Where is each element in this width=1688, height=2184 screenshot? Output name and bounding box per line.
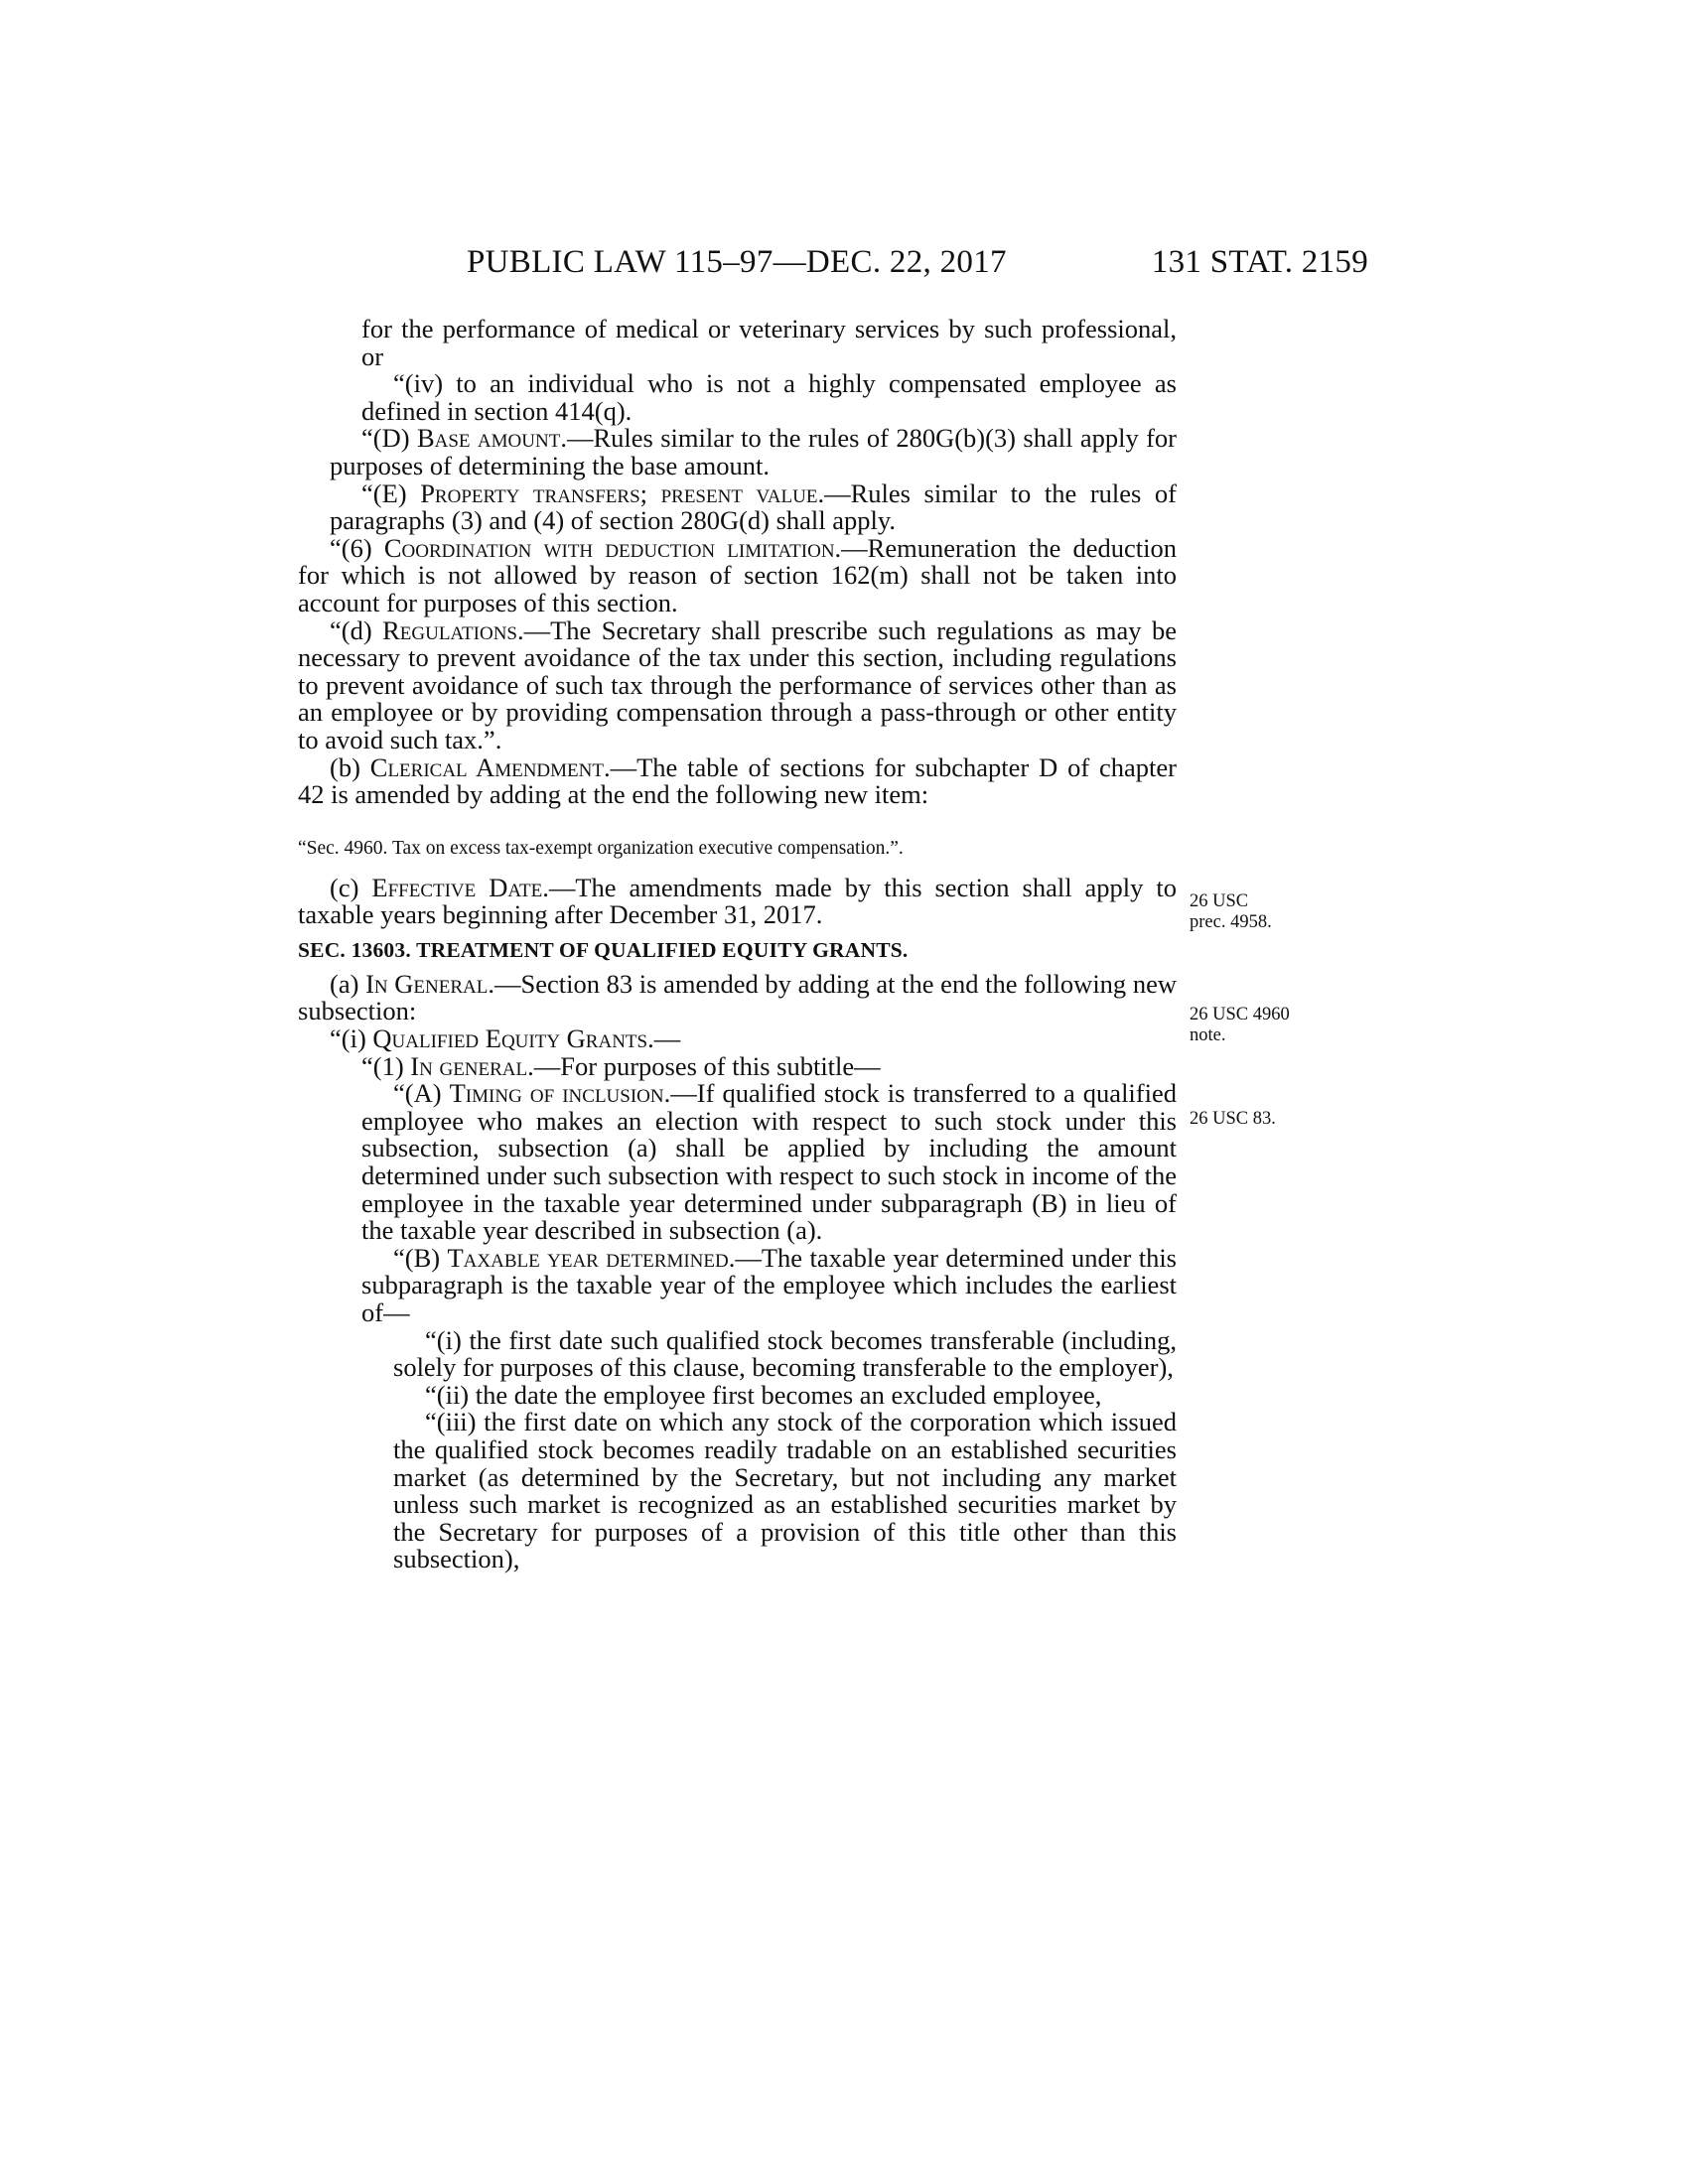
heading: Coordination with deduction limitation	[383, 532, 835, 563]
para-1-in-general	[298, 1050, 1177, 1081]
statute-body	[298, 316, 1177, 1573]
stat-page-number: 131 STAT. 2159	[1151, 244, 1368, 280]
heading: In general	[410, 1050, 528, 1081]
text: .—The amendments made by this section shall apply to taxable years beginning after December 31, 2017.	[298, 872, 1177, 930]
margin-note-usc-83: 26 USC 83.	[1190, 1109, 1276, 1129]
heading: Effective Date	[371, 872, 543, 902]
subpara-a-timing	[298, 1080, 1177, 1245]
text: .—If qualified stock is transferred to a qualified employee who makes an election with respect to such stock under this subsection, subsection (a) shall be applied by including the amount determined under such subsection with respect to such stock in income of the employee in the taxable year determined under subparagraph (B) in lieu of the taxable year described in subsection (a).	[361, 1078, 1177, 1246]
lead: “(A)	[393, 1078, 450, 1109]
lead: “(d)	[330, 614, 383, 645]
heading: Qualified Equity Grants	[372, 1024, 648, 1054]
heading: Timing of inclusion	[449, 1078, 664, 1109]
text: .—Section 83 is amended by adding at the end the following new subsection:	[298, 968, 1177, 1026]
heading: Base amount	[416, 423, 561, 454]
clause-i: “(i) the first date such qualified stock becomes transferable (including, solely for purposes of this clause, becoming transferable to the employer),	[393, 1324, 1177, 1383]
margin-note-usc-4960: 26 USC 4960 note.	[1190, 1005, 1290, 1045]
text: .—For purposes of this subtitle—	[527, 1050, 881, 1081]
margin-note-usc-prec-4958: 26 USC prec. 4958.	[1190, 891, 1272, 932]
lead: (a)	[330, 968, 366, 999]
subpara-d-base-amount	[298, 425, 1177, 479]
para-6-coordination	[298, 532, 1178, 617]
text: .—Remuneration the deduction for which is not allowed by reason of section 162(m) shall not be taken into account for purposes of this section.	[298, 532, 1178, 617]
text: .—The table of sections for subchapter D of chapter 42 is amended by adding at the end the following new item:	[298, 751, 1177, 810]
lead: “(1)	[361, 1050, 411, 1081]
text: .—Rules similar to the rules of paragraphs (3) and (4) of section 280G(d) shall apply.	[330, 478, 1177, 536]
text: .—The taxable year determined under this subparagraph is the taxable year of the employee which includes the earliest of—	[361, 1242, 1177, 1327]
clause-iii: “(iii) the first date on which any stock of the corporation which issued the qualified stock becomes readily tradable on an established securities market (as determined by the Secretary, but not including any market unless such market is recognized as an established securities market by the Secretary for purposes of a provision of this title other than this subsection),	[393, 1407, 1177, 1574]
table-of-sections-item: “Sec. 4960. Tax on excess tax-exempt organization executive compensation.”.	[298, 837, 904, 859]
text: .—	[647, 1024, 681, 1054]
paragraph-continuation: for the performance of medical or veterinary services by such professional, or	[361, 314, 1177, 371]
lead: “(6)	[330, 532, 384, 563]
subpara-b-taxable-year	[298, 1242, 1177, 1327]
lead: “(B)	[393, 1242, 448, 1273]
text: .—The Secretary shall prescribe such regulations as may be necessary to prevent avoidance of the tax under this section, including regulations to prevent avoidance of such tax through the performance of services other than as an employee or by providing compensation through a pass-through or other entity to avoid such tax.”.	[298, 614, 1177, 754]
subsection-c-effective-date	[298, 872, 1177, 930]
heading: In General	[365, 968, 489, 999]
section-heading: SEC. 13603. TREATMENT OF QUALIFIED EQUITY GRANTS.	[298, 937, 909, 962]
clause-iv: “(iv) to an individual who is not a highly compensated employee as defined in section 414(q).	[361, 368, 1177, 426]
heading: Clerical Amendment	[369, 751, 604, 782]
lead: (b)	[330, 751, 370, 782]
text: .—Rules similar to the rules of 280G(b)(3) shall apply for purposes of determining the base amount.	[330, 423, 1177, 480]
heading: Regulations	[382, 614, 517, 645]
subsection-a-in-general	[298, 968, 1177, 1026]
subpara-e-property-transfers	[298, 480, 1177, 535]
page-header	[467, 244, 1368, 294]
subsection-i-qualified-equity-grants	[298, 1025, 1177, 1053]
lead: (c)	[330, 872, 372, 902]
clause-ii: “(ii) the date the employee first becomes an excluded employee,	[425, 1379, 1102, 1410]
heading: Property transfers; present value	[420, 478, 818, 508]
public-law-title: PUBLIC LAW 115–97—DEC. 22, 2017	[467, 244, 1007, 280]
subsection-d-regulations	[298, 614, 1177, 754]
lead: “(i)	[330, 1024, 373, 1054]
subsection-b-clerical	[298, 751, 1177, 810]
lead: “(D)	[361, 423, 417, 454]
heading: Taxable year determined	[447, 1242, 729, 1273]
lead: “(E)	[361, 478, 421, 508]
